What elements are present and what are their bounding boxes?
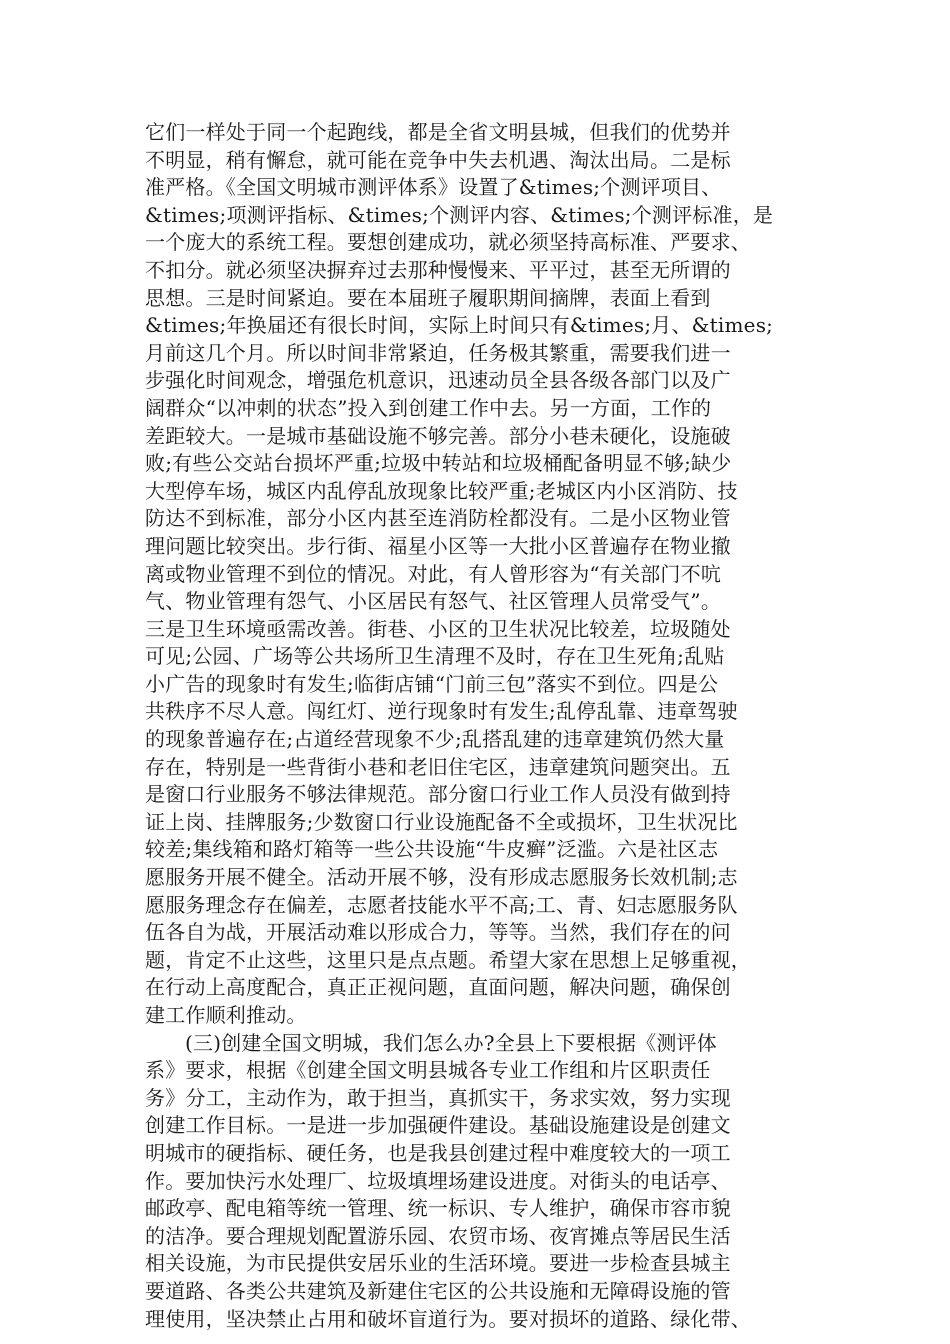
- text-line: 月前这几个月。所以时间非常紧迫，任务极其繁重，需要我们进一: [145, 340, 731, 365]
- text-line: 小广告的现象时有发生;临街店铺“门前三包”落实不到位。四是公: [145, 671, 719, 696]
- section-heading-line: (三)创建全国文明城，我们怎么办?全县上下要根据《测评体: [185, 1030, 717, 1055]
- text-line: 系》要求，根据《创建全国文明县城各专业工作组和片区职责任: [145, 1058, 711, 1083]
- text-line: 邮政亭、配电箱等统一管理、统一标识、专人维护，确保市容市貌: [145, 1196, 731, 1221]
- text-line: 是窗口行业服务不够法律规范。部分窗口行业工作人员没有做到持: [145, 782, 731, 807]
- text-line: 明城市的硬指标、硬任务，也是我县创建过程中难度较大的一项工: [145, 1140, 731, 1165]
- text-line: 防达不到标准，部分小区内甚至连消防栓都没有。二是小区物业管: [145, 506, 731, 531]
- text-line: 题，肯定不止这些，这里只是点点题。希望大家在思想上足够重视，: [145, 947, 751, 972]
- text-line: 存在，特别是一些背街小巷和老旧住宅区，违章建筑问题突出。五: [145, 754, 731, 779]
- text-line: 阔群众“以冲刺的状态”投入到创建工作中去。另一方面，工作的: [145, 395, 712, 420]
- text-line: 一个庞大的系统工程。要想创建成功，就必须坚持高标准、严要求、: [145, 230, 751, 255]
- text-line: 它们一样处于同一个起跑线，都是全省文明县城，但我们的优势并: [145, 120, 731, 144]
- text-line: 理问题比较突出。步行街、福星小区等一大批小区普遍存在物业撤: [145, 533, 731, 558]
- text-line: 败;有些公交站台损坏严重;垃圾中转站和垃圾桶配备明显不够;缺少: [145, 451, 732, 476]
- text-line: 不明显，稍有懈怠，就可能在竞争中失去机遇、淘汰出局。二是标: [145, 147, 731, 172]
- text-line: 差距较大。一是城市基础设施不够完善。部分小巷未硬化，设施破: [145, 423, 731, 448]
- text-line: 相关设施，为市民提供安居乐业的生活环境。要进一步检查县城主: [145, 1251, 731, 1276]
- text-line: 不扣分。就必须坚决摒弃过去那种慢慢来、平平过，甚至无所谓的: [145, 257, 731, 282]
- text-line: 作。要加快污水处理厂、垃圾填埋场建设进度。对街头的电话亭、: [145, 1168, 731, 1193]
- text-line: 步强化时间观念，增强危机意识，迅速动员全县各级各部门以及广: [145, 368, 731, 393]
- text-line: &times;项测评指标、&times;个测评内容、&times;个测评标准，是: [145, 202, 774, 227]
- text-line: 愿服务理念存在偏差，志愿者技能水平不高;工、青、妇志愿服务队: [145, 892, 738, 917]
- text-line: 的现象普遍存在;占道经营现象不少;乱搭乱建的违章建筑仍然大量: [145, 727, 725, 752]
- text-line: 三是卫生环境亟需改善。街巷、小区的卫生状况比较差，垃圾随处: [145, 616, 731, 641]
- text-line: 的洁净。要合理规划配置游乐园、农贸市场、夜宵摊点等居民生活: [145, 1223, 731, 1248]
- text-line: 大型停车场，城区内乱停乱放现象比较严重;老城区内小区消防、技: [145, 478, 738, 503]
- body-text: [145, 119, 825, 1333]
- text-line: 伍各自为战，开展活动难以形成合力，等等。当然，我们存在的问: [145, 920, 731, 945]
- text-line: 建工作顺利推动。: [145, 1003, 307, 1027]
- text-line: &times;年换届还有很长时间，实际上时间只有&times;月、&times;: [145, 313, 774, 338]
- text-line: 理使用，坚决禁止占用和破坏盲道行为。要对损坏的道路、绿化带、: [145, 1306, 751, 1331]
- text-line: 愿服务开展不健全。活动开展不够，没有形成志愿服务长效机制;志: [145, 865, 738, 890]
- text-line: 思想。三是时间紧迫。要在本届班子履职期间摘牌，表面上看到: [145, 285, 711, 310]
- text-line: 证上岗、挂牌服务;少数窗口行业设施配备不全或损坏，卫生状况比: [145, 809, 738, 834]
- text-line: 创建工作目标。一是进一步加强硬件建设。基础设施建设是创建文: [145, 1113, 731, 1138]
- text-line: 气、物业管理有怨气、小区居民有怒气、社区管理人员常受气”。: [145, 589, 722, 614]
- text-line: 离或物业管理不到位的情况。对此，有人曾形容为“有关部门不吭: [145, 561, 722, 586]
- text-line: 准严格。《全国文明城市测评体系》设置了&times;个测评项目、: [145, 175, 722, 200]
- text-line: 要道路、各类公共建筑及新建住宅区的公共设施和无障碍设施的管: [145, 1278, 731, 1303]
- text-line: 可见;公园、广场等公共场所卫生清理不及时，存在卫生死角;乱贴: [145, 644, 725, 669]
- text-line: 务》分工，主动作为，敢于担当，真抓实干，务求实效，努力实现: [145, 1085, 731, 1110]
- text-line: 较差;集线箱和路灯箱等一些公共设施“牛皮癣”泛滥。六是社区志: [145, 837, 719, 862]
- text-line: 在行动上高度配合，真正正视问题，直面问题，解决问题，确保创: [145, 975, 731, 1000]
- text-line: 共秩序不尽人意。闯红灯、逆行现象时有发生;乱停乱靠、违章驾驶: [145, 699, 738, 724]
